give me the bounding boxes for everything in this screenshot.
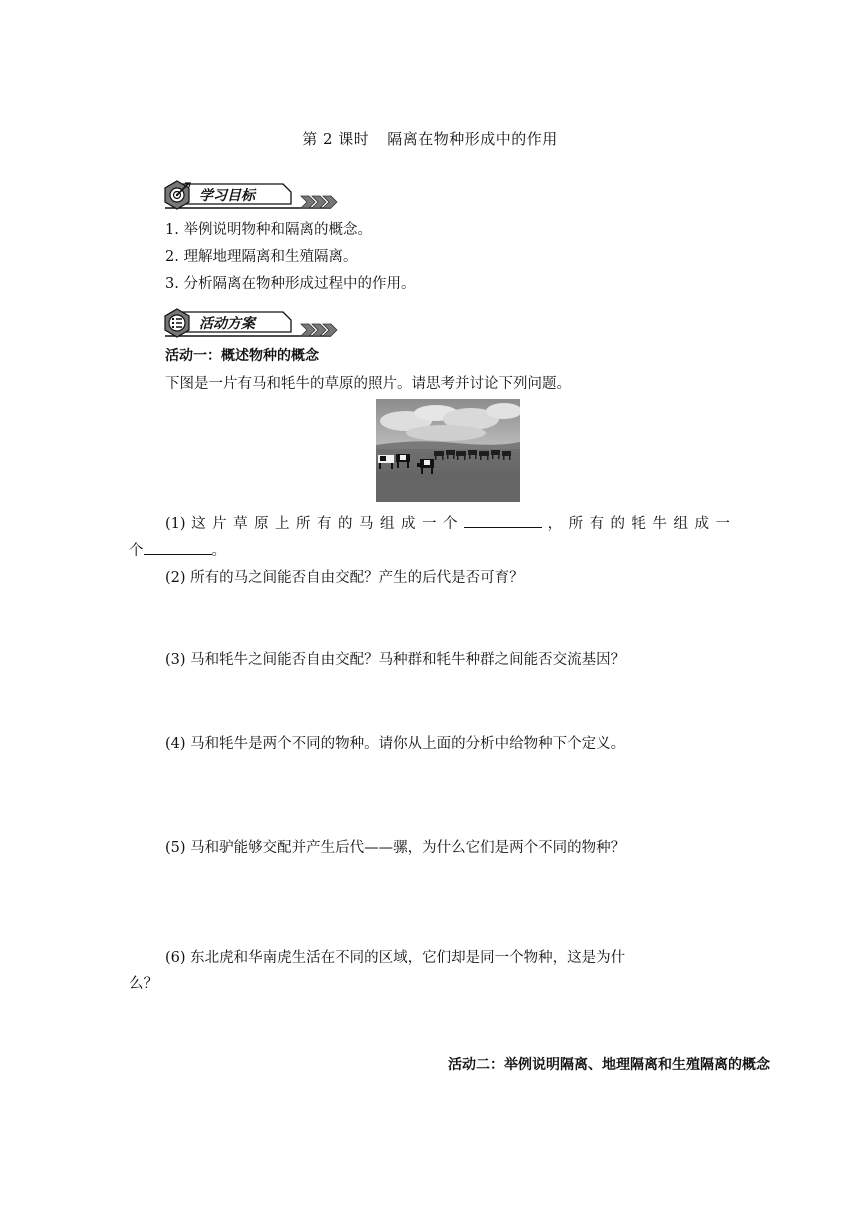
question-1-line1: [165, 512, 730, 533]
lesson-topic: 隔离在物种形成中的作用: [387, 130, 558, 148]
question-5: (5) 马和驴能够交配并产生后代——骡，为什么它们是两个不同的物种？: [165, 840, 626, 856]
question-3: (3) 马和牦牛之间能否自由交配？马种群和牦牛种群之间能否交流基因？: [165, 652, 626, 668]
target-icon: [165, 181, 190, 209]
chevrons-icon: [301, 196, 337, 208]
question-6-line2: 么？: [129, 976, 158, 992]
activity1-intro: 下图是一片有马和牦牛的草原的照片。请思考并讨论下列问题。: [165, 376, 571, 392]
activity2-title: 活动二：举例说明隔离、地理隔离和生殖隔离的概念: [448, 1057, 770, 1073]
grassland-photo: [376, 399, 520, 502]
goals-banner: [163, 178, 338, 210]
question-2: (2) 所有的马之间能否自由交配？产生的后代是否可育？: [165, 570, 524, 586]
question-1-text: (1) 这 片 草 原 上 所 有 的 马 组 成 一 个: [165, 516, 459, 532]
goal-item: 2. 理解地理隔离和生殖隔离。: [165, 249, 358, 265]
question-4: (4) 马和牦牛是两个不同的物种。请你从上面的分析中给物种下个定义。: [165, 736, 626, 752]
plan-banner: [163, 306, 338, 338]
lesson-number: 第 2 课时: [302, 130, 370, 148]
question-1-line2: [129, 539, 226, 560]
chevrons-icon: [301, 324, 337, 336]
question-1-period: 。: [211, 543, 226, 559]
answer-blank-2[interactable]: [144, 539, 212, 555]
goal-item: 3. 分析隔离在物种形成过程中的作用。: [165, 276, 416, 292]
answer-blank-1[interactable]: [464, 512, 542, 528]
question-1-text-cont: ， 所 有 的 牦 牛 组 成 一: [547, 516, 731, 532]
plan-banner-label: 活动方案: [199, 316, 255, 332]
lesson-title: [0, 128, 860, 149]
activity1-title: 活动一：概述物种的概念: [165, 348, 319, 364]
goal-item: 1. 举例说明物种和隔离的概念。: [165, 222, 372, 238]
question-1-text-end: 个: [129, 543, 144, 559]
question-6-line1: (6) 东北虎和华南虎生活在不同的区域，它们却是同一个物种，这是为什: [165, 950, 626, 966]
goals-banner-label: 学习目标: [199, 188, 255, 204]
